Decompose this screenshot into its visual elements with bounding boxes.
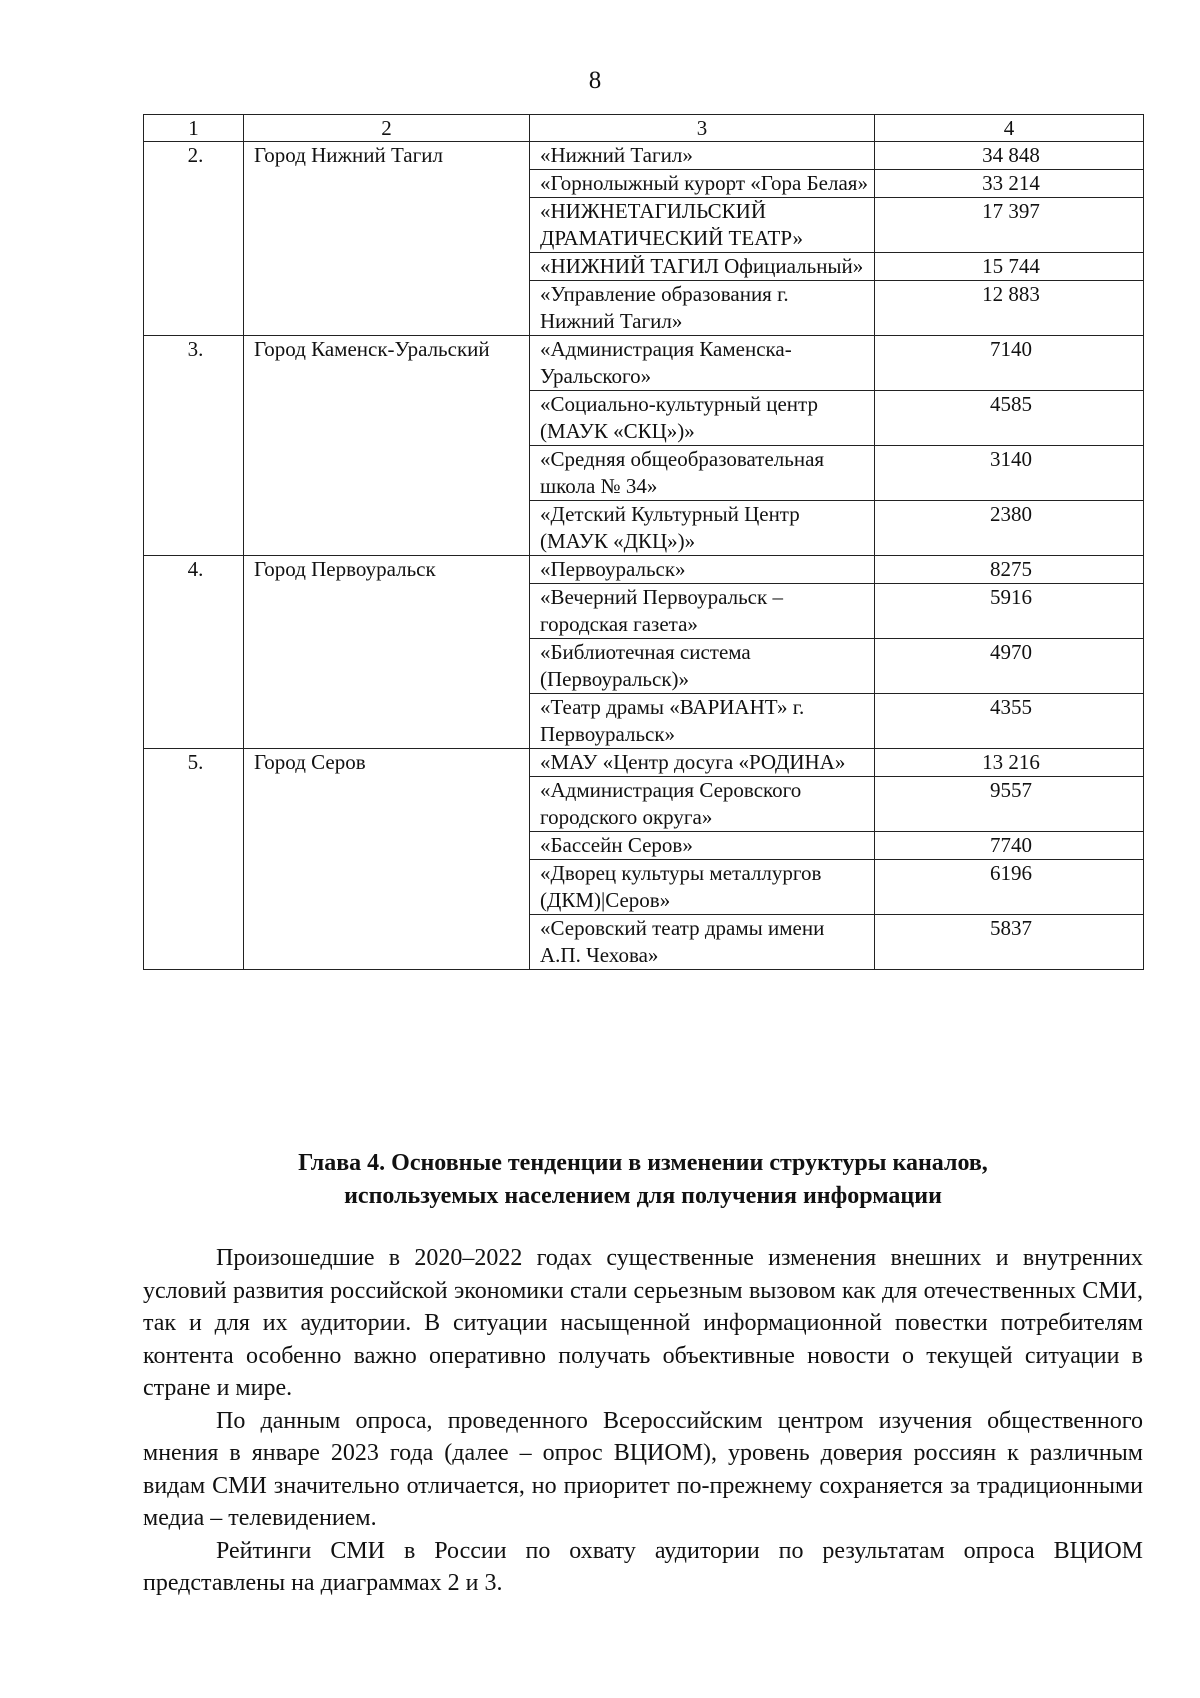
- channel-name: «Администрация Каменска-Уральского»: [530, 336, 875, 391]
- body-text: [143, 1242, 1143, 1600]
- table-row: [144, 556, 1144, 584]
- city-cell: Город Серов: [244, 749, 530, 970]
- channel-name: «Детский Культурный Центр (МАУК «ДКЦ»)»: [530, 501, 875, 556]
- subscriber-count: 6196: [875, 860, 1144, 915]
- subscriber-count: 5916: [875, 584, 1144, 639]
- subscriber-count: 3140: [875, 446, 1144, 501]
- chapter-title-line: используемых населением для получения информации: [344, 1183, 942, 1209]
- row-number: 5.: [144, 749, 244, 970]
- header-cell: 4: [875, 115, 1144, 142]
- row-number: 4.: [144, 556, 244, 749]
- paragraph: По данным опроса, проведенного Всероссийским центром изучения общественного мнения в январе 2023 года (далее – опрос ВЦИОМ), уровень доверия россиян к различным видам СМИ значительно отличается, но приоритет по-прежнему сохраняется за традиционными медиа – телевидением.: [143, 1407, 1143, 1531]
- channel-name: «Библиотечная система (Первоуральск)»: [530, 639, 875, 694]
- subscriber-count: 5837: [875, 915, 1144, 970]
- subscriber-count: 9557: [875, 777, 1144, 832]
- city-cell: Город Первоуральск: [244, 556, 530, 749]
- channel-name: «Первоуральск»: [530, 556, 875, 584]
- channel-name: «Горнолыжный курорт «Гора Белая»: [530, 170, 875, 198]
- table-row: [144, 336, 1144, 391]
- channel-name: «НИЖНЕТАГИЛЬСКИЙ ДРАМАТИЧЕСКИЙ ТЕАТР»: [530, 198, 875, 253]
- paragraph: Произошедшие в 2020–2022 годах существенные изменения внешних и внутренних условий развития российской экономики стали серьезным вызовом как для отечественных СМИ, так и для их аудитории. В ситуации насыщенной информационной повестки потребителям контента особенно важно оперативно получать объективные новости о текущей ситуации в стране и мире.: [143, 1245, 1143, 1401]
- page-number: 8: [588, 67, 602, 94]
- subscriber-count: 4355: [875, 694, 1144, 749]
- row-number: 2.: [144, 142, 244, 336]
- header-cell: 1: [144, 115, 244, 142]
- table-header-row: [144, 115, 1144, 142]
- subscriber-count: 17 397: [875, 198, 1144, 253]
- subscriber-count: 12 883: [875, 281, 1144, 336]
- chapter-title-line: Глава 4. Основные тенденции в изменении структуры каналов,: [298, 1150, 988, 1176]
- channel-name: «МАУ «Центр досуга «РОДИНА»: [530, 749, 875, 777]
- row-number: 3.: [144, 336, 244, 556]
- table-row: [144, 142, 1144, 170]
- chapter-title: [143, 1147, 1143, 1213]
- channel-name: «НИЖНИЙ ТАГИЛ Официальный»: [530, 253, 875, 281]
- header-cell: 2: [244, 115, 530, 142]
- channel-name: «Нижний Тагил»: [530, 142, 875, 170]
- table-row: [144, 749, 1144, 777]
- subscriber-count: 34 848: [875, 142, 1144, 170]
- channel-name: «Управление образования г. Нижний Тагил»: [530, 281, 875, 336]
- channel-name: «Бассейн Серов»: [530, 832, 875, 860]
- subscriber-count: 15 744: [875, 253, 1144, 281]
- channel-name: «Средняя общеобразовательная школа № 34»: [530, 446, 875, 501]
- paragraph: Рейтинги СМИ в России по охвату аудитории по результатам опроса ВЦИОМ представлены на диаграммах 2 и 3.: [143, 1537, 1143, 1596]
- channel-name: «Театр драмы «ВАРИАНТ» г. Первоуральск»: [530, 694, 875, 749]
- city-cell: Город Нижний Тагил: [244, 142, 530, 336]
- subscriber-count: 8275: [875, 556, 1144, 584]
- media-ranking-table: [143, 114, 1144, 970]
- channel-name: «Социально-культурный центр (МАУК «СКЦ»)»: [530, 391, 875, 446]
- subscriber-count: 4585: [875, 391, 1144, 446]
- city-cell: Город Каменск-Уральский: [244, 336, 530, 556]
- subscriber-count: 4970: [875, 639, 1144, 694]
- channel-name: «Администрация Серовского городского округа»: [530, 777, 875, 832]
- subscriber-count: 13 216: [875, 749, 1144, 777]
- channel-name: «Вечерний Первоуральск – городская газета»: [530, 584, 875, 639]
- header-cell: 3: [530, 115, 875, 142]
- subscriber-count: 33 214: [875, 170, 1144, 198]
- channel-name: «Дворец культуры металлургов (ДКМ)|Серов»: [530, 860, 875, 915]
- channel-name: «Серовский театр драмы имени А.П. Чехова»: [530, 915, 875, 970]
- subscriber-count: 7740: [875, 832, 1144, 860]
- subscriber-count: 7140: [875, 336, 1144, 391]
- subscriber-count: 2380: [875, 501, 1144, 556]
